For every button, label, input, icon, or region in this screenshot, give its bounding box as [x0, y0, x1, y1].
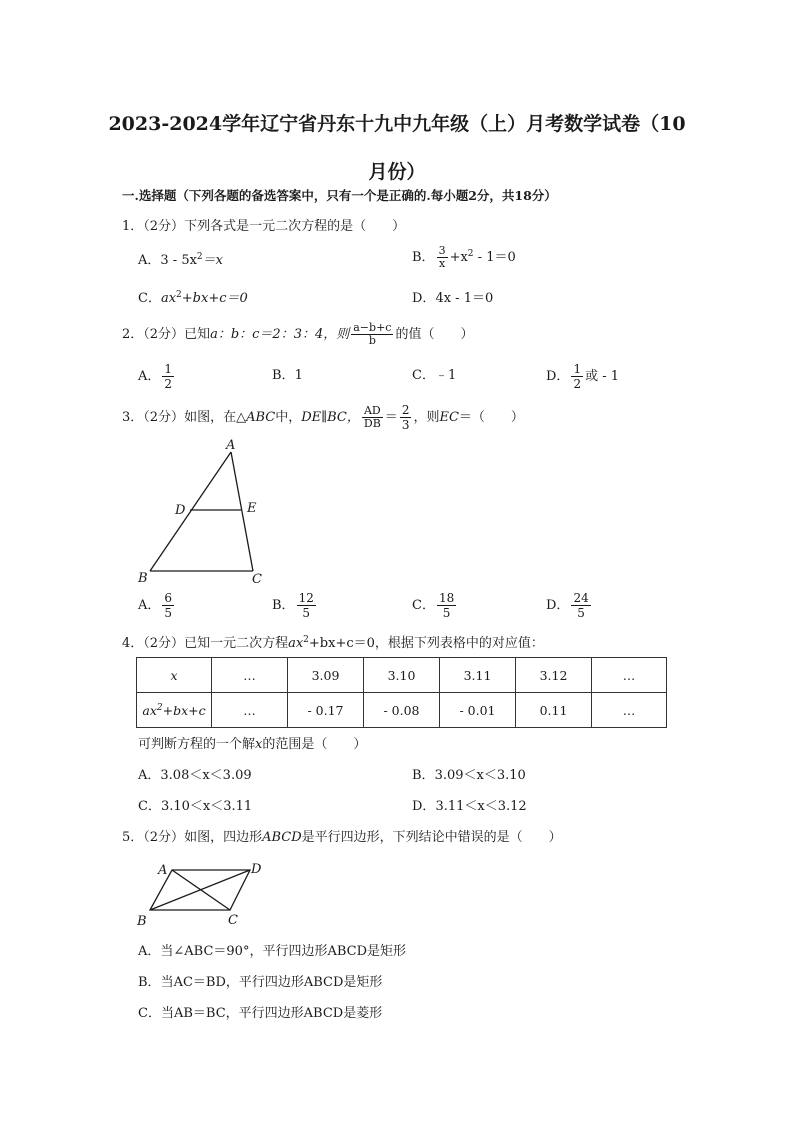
vertex-label-b: B — [137, 914, 147, 929]
option-text: 当AB＝BC，平行四边形ABCD是菱形 — [160, 1006, 383, 1021]
fraction-denominator: 5 — [164, 606, 173, 620]
question-5 — [122, 829, 562, 847]
fraction-denominator: 2 — [573, 377, 582, 391]
q1-option-d — [412, 290, 493, 308]
option-label: A． — [138, 944, 161, 959]
question-text: EC — [439, 410, 459, 425]
question-text: 是平行四边形，下列结论中错误的是（ ） — [301, 830, 562, 845]
question-text: 的范围是（ ） — [262, 737, 367, 752]
q2-option-a — [138, 362, 176, 391]
question-text: ＝（ ） — [458, 410, 524, 425]
option-text: 或 - 1 — [585, 369, 620, 384]
question-number: 4． — [122, 636, 144, 651]
table-cell: … — [592, 693, 667, 728]
fraction-numerator: 1 — [164, 362, 173, 376]
option-text: +bx+c＝0 — [181, 291, 248, 306]
q1-option-c — [138, 290, 248, 308]
section-heading: 一.选择题（下列各题的备选答案中，只有一个是正确的.每小题2分，共18分） — [122, 188, 557, 203]
question-text: DE∥BC， — [301, 410, 360, 425]
fraction-numerator: 6 — [164, 591, 173, 605]
question-number: 3． — [122, 410, 144, 425]
table-cell: … — [592, 658, 667, 693]
option-label: C． — [412, 368, 435, 383]
q1-option-b — [412, 245, 516, 270]
fraction-denominator: DB — [363, 417, 381, 430]
vertex-label-b: B — [138, 571, 148, 586]
question-text: +bx+c＝0，根据下列表格中的对应值： — [308, 636, 544, 651]
fraction-numerator: AD — [363, 404, 381, 417]
option-label: A． — [138, 369, 161, 384]
fraction-denominator: 5 — [302, 606, 311, 620]
question-number: 2． — [122, 327, 144, 342]
question-text: ，则 — [413, 410, 440, 425]
q2-option-d — [546, 362, 619, 391]
fraction-denominator: b — [368, 334, 376, 347]
triangle-figure — [130, 436, 280, 588]
fraction — [571, 591, 590, 620]
vertex-label-c: C — [228, 913, 238, 928]
table-cell: - 0.08 — [364, 693, 440, 728]
fraction — [162, 362, 174, 391]
fraction-denominator: 5 — [577, 606, 585, 620]
q3-option-a — [138, 591, 176, 620]
fraction — [571, 362, 583, 391]
question-text: 可判断方程的一个解 — [138, 737, 256, 752]
fraction — [437, 591, 456, 620]
fraction-numerator: 3 — [438, 244, 446, 257]
question-text: ABCD — [262, 830, 302, 845]
fraction-denominator: 2 — [164, 377, 173, 391]
question-number: 1． — [122, 219, 144, 234]
option-label: C． — [412, 598, 435, 613]
option-label: D． — [412, 799, 436, 814]
page-title: 2023-2024学年辽宁省丹东十九中九年级（上）月考数学试卷（10月份） — [108, 113, 686, 183]
fraction-denominator: 3 — [401, 418, 410, 432]
option-text: 4x - 1＝0 — [435, 291, 494, 306]
vertex-label-c: C — [252, 572, 262, 587]
vertex-label-d: D — [251, 862, 262, 877]
fraction-denominator: 5 — [442, 606, 451, 620]
exponent: 2 — [196, 252, 203, 262]
vertex-label-d: D — [175, 503, 186, 518]
fraction-numerator: a−b+c — [353, 321, 392, 334]
option-text: ax — [160, 291, 177, 306]
option-text: 当∠ABC＝90°，平行四边形ABCD是矩形 — [160, 944, 407, 959]
question-score: （2分） — [143, 410, 185, 425]
question-4-continued — [138, 736, 366, 754]
option-text: 3.08＜x＜3.09 — [160, 768, 252, 783]
fraction-denominator: x — [438, 257, 446, 270]
question-score: （2分） — [143, 327, 185, 342]
exponent: 2 — [176, 290, 182, 300]
fraction — [162, 591, 174, 620]
q5-option-c — [138, 1005, 382, 1023]
question-4 — [122, 635, 544, 653]
option-label: A． — [138, 598, 161, 613]
table-cell: 3.09 — [288, 658, 364, 693]
q5-option-b — [138, 974, 382, 992]
table-cell: 3.10 — [364, 658, 440, 693]
question-text: 中， — [275, 410, 302, 425]
option-text: ＝x — [202, 253, 223, 268]
option-text: ﹣1 — [434, 368, 457, 383]
option-label: C． — [138, 1006, 161, 1021]
q4-option-c — [138, 798, 252, 816]
option-label: C． — [138, 799, 161, 814]
question-score: （2分） — [143, 636, 185, 651]
vertex-label-a: A — [226, 438, 236, 453]
fraction-numerator: 18 — [438, 591, 455, 605]
question-text: 下列各式是一元二次方程的是（ ） — [184, 219, 406, 234]
question-score: （2分） — [143, 219, 185, 234]
q4-option-a — [138, 767, 252, 785]
edge-ab — [150, 452, 231, 571]
table-cell: … — [212, 658, 288, 693]
fraction-numerator: 12 — [298, 591, 314, 605]
question-1 — [122, 218, 405, 236]
question-score: （2分） — [143, 830, 185, 845]
q4-option-d — [412, 798, 527, 816]
fraction-numerator: 24 — [573, 591, 589, 605]
option-label: B． — [138, 975, 161, 990]
option-text: +x — [449, 250, 468, 265]
q2-option-c — [412, 367, 456, 385]
vertex-label-e: E — [247, 501, 257, 516]
question-text: 如图，在△ — [184, 410, 247, 425]
table-cell: 3.12 — [516, 658, 592, 693]
option-label: D． — [546, 598, 570, 613]
option-label: A． — [138, 253, 161, 268]
question-text: ＝ — [384, 410, 398, 425]
vertex-label-a: A — [158, 863, 168, 878]
table-cell: - 0.01 — [440, 693, 516, 728]
fraction — [400, 403, 412, 432]
option-label: A． — [138, 768, 161, 783]
option-label: B． — [412, 250, 435, 265]
question-text: a：b：c＝2：3：4，则 — [210, 327, 350, 342]
option-text: 当AC＝BD，平行四边形ABCD是矩形 — [160, 975, 383, 990]
question-text: x — [255, 737, 263, 752]
table-cell: 3.11 — [440, 658, 516, 693]
q4-option-b — [412, 767, 526, 785]
option-label: D． — [412, 291, 436, 306]
fraction-numerator: 1 — [573, 362, 582, 376]
table-row — [137, 658, 667, 693]
question-text: ABC — [246, 410, 276, 425]
option-text: 3.11＜x＜3.12 — [435, 799, 527, 814]
fraction — [362, 405, 383, 430]
q3-option-d — [546, 591, 593, 620]
parallelogram-figure — [132, 858, 272, 930]
option-label: D． — [546, 369, 570, 384]
question-2 — [122, 322, 473, 347]
q1-option-a — [138, 252, 223, 270]
fraction — [437, 245, 448, 270]
question-text: 已知 — [184, 327, 211, 342]
fraction — [351, 322, 393, 347]
exponent: 2 — [467, 249, 474, 259]
option-label: C． — [138, 291, 161, 306]
fraction-numerator: 2 — [401, 403, 410, 417]
option-text: 3.09＜x＜3.10 — [434, 768, 526, 783]
fraction — [297, 591, 316, 620]
q3-option-c — [412, 591, 458, 620]
q5-option-a — [138, 943, 406, 961]
q3-option-b — [272, 591, 318, 620]
table-cell: x — [137, 658, 212, 693]
question-text: 如图，四边形 — [184, 830, 263, 845]
values-table — [136, 657, 667, 728]
exponent: 2 — [156, 702, 163, 713]
exponent: 2 — [303, 635, 309, 645]
option-text: 1 — [294, 368, 303, 383]
option-text: - 1＝0 — [473, 250, 516, 265]
table-cell: 0.11 — [516, 693, 592, 728]
cell-text: +bx+c — [162, 702, 206, 718]
table-cell — [137, 693, 212, 728]
option-label: B． — [272, 368, 295, 383]
table-cell: - 0.17 — [288, 693, 364, 728]
q2-option-b — [272, 367, 303, 385]
question-3 — [122, 403, 524, 432]
question-text: 的值（ ） — [395, 327, 474, 342]
option-label: B． — [272, 598, 295, 613]
question-number: 5． — [122, 830, 144, 845]
table-row — [137, 693, 667, 728]
table-cell: … — [212, 693, 288, 728]
question-text: ax — [288, 636, 304, 651]
cell-text: ax — [142, 702, 157, 718]
option-text: 3 - 5x — [160, 253, 197, 268]
option-label: B． — [412, 768, 435, 783]
question-text: 已知一元二次方程 — [184, 636, 289, 651]
option-text: 3.10＜x＜3.11 — [160, 799, 253, 814]
